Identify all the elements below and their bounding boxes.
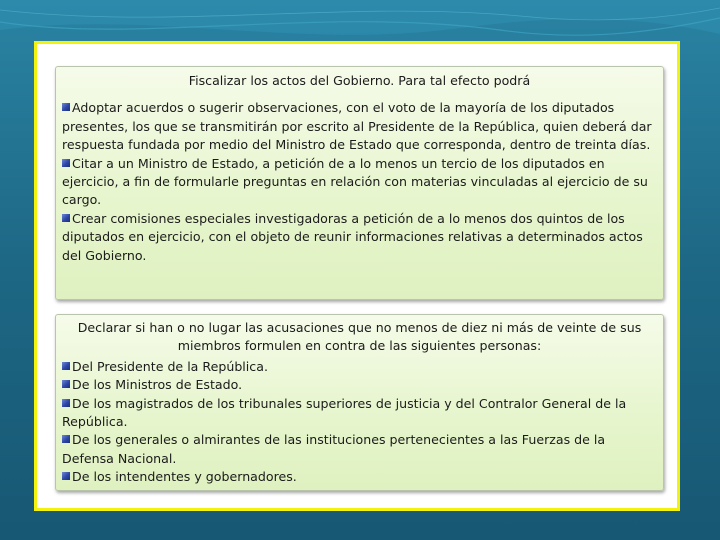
- square-bullet-icon: [62, 159, 70, 167]
- list-item: [62, 468, 657, 486]
- square-bullet-icon: [62, 472, 70, 480]
- list-item-text: Crear comisiones especiales investigadoras a petición de a lo menos dos quintos de los diputados en ejercicio, con el objeto de reunir informaciones relativas a determinados actos del Gobierno.: [62, 210, 643, 263]
- list-item: [62, 155, 657, 210]
- list-item: [62, 358, 657, 376]
- list-item-text: De los Ministros de Estado.: [72, 377, 243, 393]
- square-bullet-icon: [62, 380, 70, 388]
- list-item-text: De los magistrados de los tribunales superiores de justicia y del Contralor General de la República.: [62, 395, 627, 430]
- square-bullet-icon: [62, 362, 70, 370]
- list-item: [62, 395, 657, 432]
- content-frame: [34, 41, 680, 511]
- panel-fiscalizar-title: Fiscalizar los actos del Gobierno. Para tal efecto podrá: [188, 73, 531, 88]
- list-item-text: Adoptar acuerdos o sugerir observaciones, con el voto de la mayoría de los diputados presentes, los que se transmitirán por escrito al Presidente de la República, quien deberá dar respuesta fundada por medio del Ministro de Estado que corresponda, dentro de treinta días.: [62, 100, 652, 153]
- square-bullet-icon: [62, 214, 70, 222]
- list-item-text: De los generales o almirantes de las instituciones pertenecientes a las Fuerzas de la Defensa Nacional.: [62, 432, 606, 466]
- panel-fiscalizar: [55, 66, 664, 300]
- list-item: [62, 210, 657, 265]
- list-item: [62, 431, 657, 468]
- panel-acusaciones: [55, 314, 664, 491]
- list-item-text: Del Presidente de la República.: [72, 358, 268, 374]
- panel-acusaciones-title: Declarar si han o no lugar las acusaciones que no menos de diez ni más de veinte de sus miembros formulen en contra de las siguientes personas:: [77, 320, 642, 354]
- list-item: [62, 376, 657, 394]
- square-bullet-icon: [62, 103, 70, 111]
- square-bullet-icon: [62, 399, 70, 407]
- list-item-text: De los intendentes y gobernadores.: [72, 469, 297, 485]
- square-bullet-icon: [62, 435, 70, 443]
- list-item-text: Citar a un Ministro de Estado, a petición de a lo menos un tercio de los diputados en ejercicio, a fin de formularle preguntas en relación con materias vinculadas al ejercicio de su cargo.: [62, 155, 648, 208]
- list-item: [62, 99, 657, 154]
